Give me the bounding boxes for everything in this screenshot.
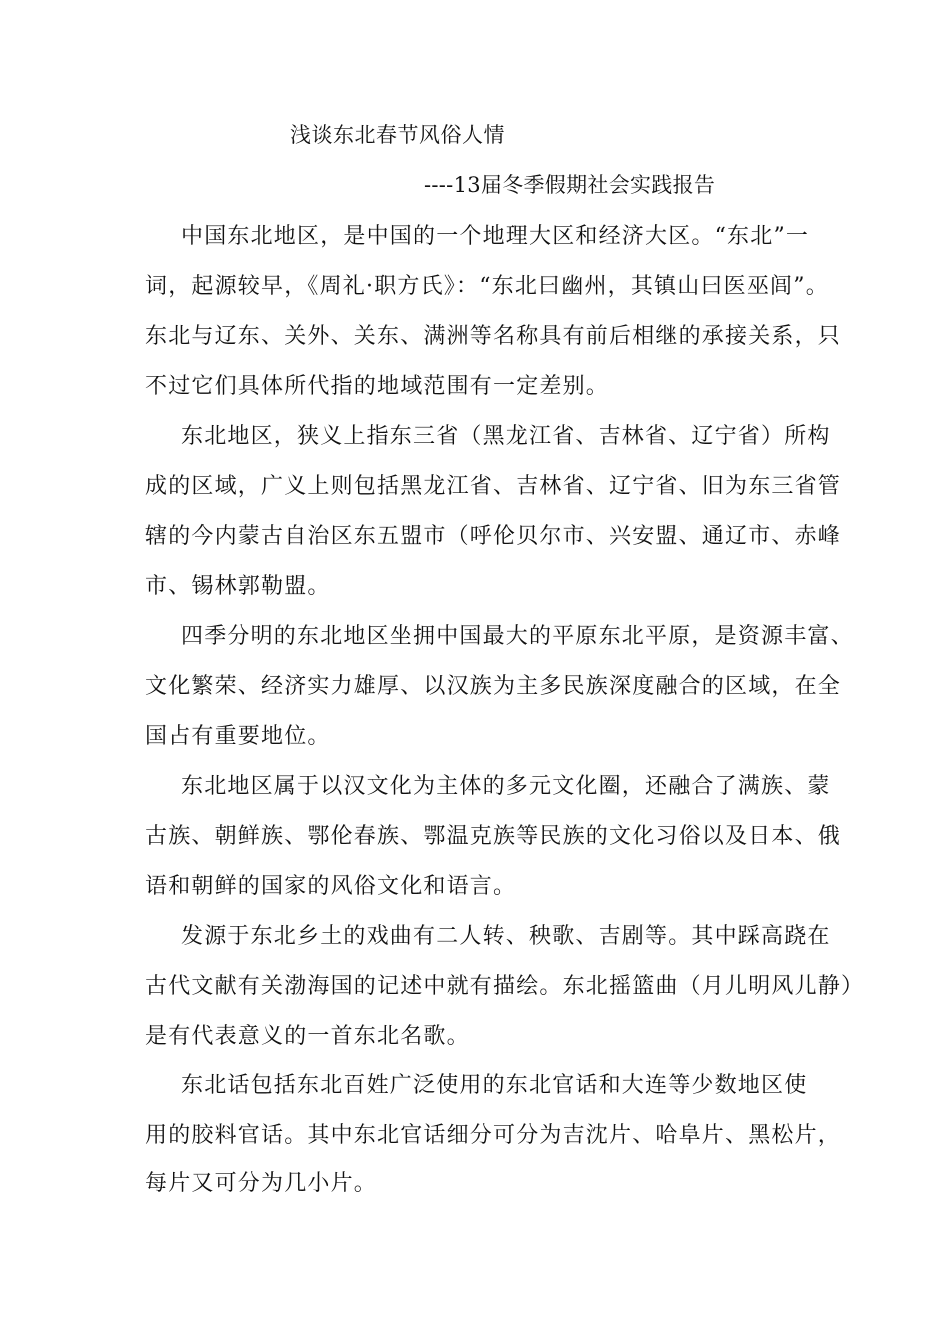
paragraph-1-line-2: 词，起源较早，《周礼·职方氏》：“东北曰幽州，其镇山曰医巫闾”。 [145,274,829,299]
paragraph-2-line-1: 东北地区，狭义上指东三省（黑龙江省、吉林省、辽宁省）所构 [181,424,831,449]
paragraph-1-line-1: 中国东北地区，是中国的一个地理大区和经济大区。“东北”一 [181,224,810,249]
paragraph-3-line-2: 文化繁荣、经济实力雄厚、以汉族为主多民族深度融合的区域，在全 [145,674,842,699]
paragraph-6-line-3: 每片又可分为几小片。 [145,1171,378,1196]
paragraph-4-line-2: 古族、朝鲜族、鄂伦春族、鄂温克族等民族的文化习俗以及日本、俄 [145,824,842,849]
paragraph-3-line-3: 国占有重要地位。 [145,724,331,749]
paragraph-3-line-1: 四季分明的东北地区坐拥中国最大的平原东北平原，是资源丰富、 [181,624,854,649]
paragraph-2-line-4: 市、锡林郭勒盟。 [145,574,331,599]
paragraph-5-line-2: 古代文献有关渤海国的记述中就有描绘。东北摇篮曲（月儿明风儿静） [145,974,865,999]
paragraph-1-line-3: 东北与辽东、关外、关东、满洲等名称具有前后相继的承接关系，只 [145,324,842,349]
paragraph-2-line-2: 成的区域，广义上则包括黑龙江省、吉林省、辽宁省、旧为东三省管 [145,474,842,499]
paragraph-1-line-4: 不过它们具体所代指的地域范围有一定差别。 [145,374,610,399]
document-subtitle: ----13届冬季假期社会实践报告 [424,173,716,197]
paragraph-4-line-3: 语和朝鲜的国家的风俗文化和语言。 [145,874,517,899]
paragraph-5-line-3: 是有代表意义的一首东北名歌。 [145,1024,470,1049]
paragraph-5-line-1: 发源于东北乡土的戏曲有二人转、秧歌、吉剧等。其中踩高跷在 [181,924,831,949]
document-title: 浅谈东北春节风俗人情 [290,123,505,147]
paragraph-6-line-1: 东北话包括东北百姓广泛使用的东北官话和大连等少数地区使 [181,1073,808,1098]
paragraph-2-line-3: 辖的今内蒙古自治区东五盟市（呼伦贝尔市、兴安盟、通辽市、赤峰 [145,524,842,549]
paragraph-6-line-2: 用的胶料官话。其中东北官话细分可分为吉沈片、哈阜片、黑松片， [145,1123,842,1148]
paragraph-4-line-1: 东北地区属于以汉文化为主体的多元文化圈，还融合了满族、蒙 [181,774,831,799]
